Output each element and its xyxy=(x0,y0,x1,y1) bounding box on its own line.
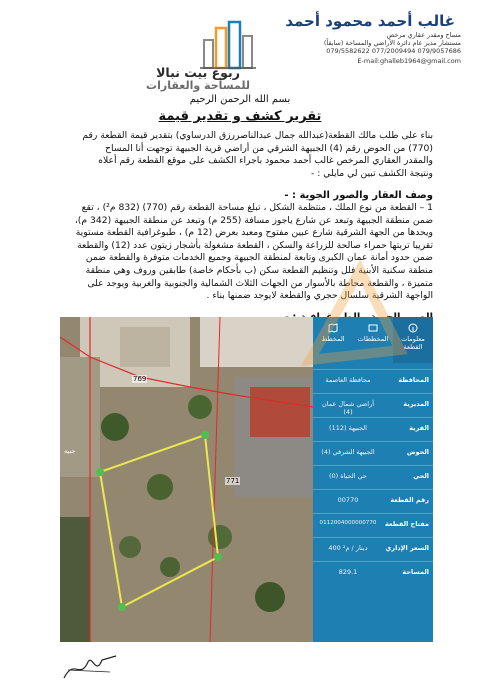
intro-paragraph xyxy=(53,130,433,180)
info-row-parcel-number xyxy=(313,489,433,514)
details-line: 1 – القطعة من نوع الملك ، منتظمة الشكل ، تبلغ مساحة القطعة رقم (770) (832 م²) ، تقع xyxy=(81,202,433,213)
info-row-directorate xyxy=(313,393,433,418)
tab-label: المخطط xyxy=(321,335,345,343)
letterhead-title-line: مساح ومقدر عقاري مرخص xyxy=(386,31,461,39)
company-name: ربوع بيت نبالا xyxy=(156,65,240,80)
row-value: 0112004000000770 xyxy=(319,520,377,526)
row-label: الحي xyxy=(413,472,429,480)
details-line: ضمن منطقة الجبيهة وتبعد عن شارع ياجوز مسافة (255 م) وتبعد عن منطقة الجبيهة (342 م)، xyxy=(74,214,433,226)
row-value: محافظة العاصمة xyxy=(325,376,371,384)
basmala: بسم الله الرحمن الرحيم xyxy=(189,94,291,105)
details-line: متميزة ، والقطعة محاطة بالأسوار من الجهات الثلاث الشمالية والجنوبية والغربية ويوجد على xyxy=(87,277,433,289)
details-line: ضمن حدود أمانة عمان الكبرى وتابعة لمنطقة الجبيهة وجميع الخدمات متوفرة والقطعة ضمن xyxy=(85,252,433,264)
tab-label: المخططات xyxy=(357,335,389,343)
intro-line: ونتيجة الكشف تبين لي مايلي : - xyxy=(311,167,433,179)
row-label: السعر الإداري xyxy=(385,544,429,552)
row-value: 400 دينار / م² xyxy=(328,544,368,552)
intro-line: (770) من الحوض رقم (4) الجبيهة الشرقي من أراضي قرية الجبيهة توجهت أنا المساح xyxy=(105,142,433,154)
tab-label: معلومات القطعة xyxy=(401,335,425,351)
row-label: رقم القطعة xyxy=(390,496,429,504)
letterhead-phones: 079/5582622 077/2009494 079/9057686 xyxy=(326,47,461,55)
details-line: تقريبا تربتها حمراء صالحة للزراعة والسكن ، القطعة مشغولة بأشجار زيتون عدد (12) والقطعة xyxy=(77,239,433,251)
info-row-admin-price xyxy=(313,537,433,562)
map-corner-label: جبيه xyxy=(64,447,76,455)
info-row-parcel-key xyxy=(313,513,433,538)
row-value: 00770 xyxy=(337,496,359,504)
row-label: المساحة xyxy=(402,568,429,576)
info-row-village xyxy=(313,417,433,442)
info-row-basin xyxy=(313,441,433,466)
row-label: الحوض xyxy=(406,448,429,456)
report-title: تقرير كشف و تقدير قيمة xyxy=(158,109,322,124)
signature-icon xyxy=(60,650,120,684)
aerial-photo xyxy=(60,317,313,642)
row-label: القرية xyxy=(409,424,429,432)
info-row-area xyxy=(313,561,433,586)
row-value: الجبيهة الشرقي (4) xyxy=(321,448,375,456)
intro-line: بناء على طلب مالك القطعة(عبدالله جمال عبدالناصررزق الدرساوي) بتقدير قيمة القطعة رقم xyxy=(82,130,433,141)
row-value: أراضي شمال عمان (4) xyxy=(321,400,375,416)
letterhead-name: غالب أحمد محمود أحمد xyxy=(285,12,455,30)
letterhead-position-line: مستشار مدير عام دائرة الأراضي والمساحة (سابقاً) xyxy=(323,39,461,47)
parcel-label-left: 769 xyxy=(133,375,147,383)
row-label: مفتاح القطعة xyxy=(384,520,429,528)
parcel-label-right: 771 xyxy=(226,477,240,485)
row-value: الجبيهة (112) xyxy=(329,424,367,432)
details-line: منطقة سكنية الأبنية فلل وتنظيم القطعة سكن (ب بأحكام خاصة) طابقين وروف وهي منطقة xyxy=(85,264,433,276)
letterhead-email: E-mail:ghalleb1964@gmail.com xyxy=(357,57,461,65)
watermark-stamp-icon xyxy=(290,250,420,380)
row-label: المحافظة xyxy=(398,376,429,384)
details-line: ويحدها من الجهة الشرقية شارع عبين مفتوح ومعبد بعرض (12 م) ، طبوغرافية القطعة مستوية xyxy=(75,227,433,239)
details-line: الواجهة الشرقية سلسال حجري والقطعة لايوجد ضمنها بناء . xyxy=(206,290,433,302)
company-subtitle: للمساحة والعقارات xyxy=(146,79,250,92)
description-heading: وصف العقار والصور الجوية : - xyxy=(284,190,433,201)
row-value: حي الحياة (0) xyxy=(328,472,368,480)
intro-line: والمقدر العقاري المرخص غالب أحمد محمود باجراء الكشف على موقع القطعة رقم أعلاه xyxy=(98,155,433,167)
company-logo-icon xyxy=(198,18,258,70)
info-row-district xyxy=(313,465,433,490)
row-label: المديرية xyxy=(403,400,429,408)
row-value: 829.1 xyxy=(338,568,358,576)
